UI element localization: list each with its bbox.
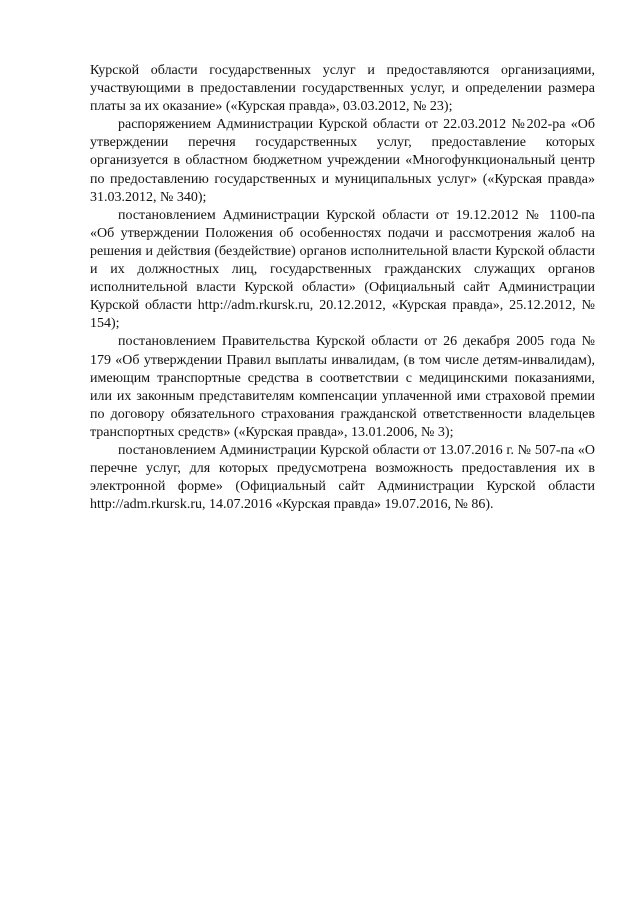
paragraph-order-202-ra: распоряжением Администрации Курской области от 22.03.2012 №202-ра «Об утверждении перечня государственных услуг, предоставление которых организуется в областном бюджетном учреждении «Многофункциональный центр по предоставлению государственных и муниципальных услуг» («Курская правда» 31.03.2012, № 340); <box>90 117 595 205</box>
paragraph-services-payment: Курской области государственных услуг и предоставляются организациями, участвующими в предоставлении государственных услуг, и определении размера платы за их оказание» («Курская правда», 03.03.2012, № 23); <box>90 63 595 115</box>
paragraph-government-resolution-179: постановлением Правительства Курской области от 26 декабря 2005 года № 179 «Об утверждении Правил выплаты инвалидам, (в том числе детям-инвалидам), имеющим транспортные средства в соответствии с медицинскими показаниями, или их законным представителям компенсации уплаченной ими страховой премии по договору обязательного страхования гражданской ответственности владельцев транспортных средств» («Курская правда», 13.01.2006, № 3); <box>90 334 595 440</box>
paragraph-resolution-507-pa: постановлением Администрации Курской области от 13.07.2016 г. № 507-па «О перечне услуг, для которых предусмотрена возможность предоставления их в электронной форме» (Официальный сайт Администрации Курской области http://adm.rkursk.ru, 14.07.2016 «Курская правда» 19.07.2016, № 86). <box>90 442 595 513</box>
paragraph-resolution-1100-pa: постановлением Администрации Курской области от 19.12.2012 № 1100-па «Об утверждении Положения об особенностях подачи и рассмотрения жалоб на решения и действия (бездействие) органов исполнительной власти Курской области и их должностных лиц, государственных гражданских служащих органов исполнительной власти Курской области» (Официальный сайт Администрации Курской области http://adm.rkursk.ru, 20.12.2012, «Курская правда», 25.12.2012, № 154); <box>90 207 595 332</box>
document-text <box>90 62 595 514</box>
